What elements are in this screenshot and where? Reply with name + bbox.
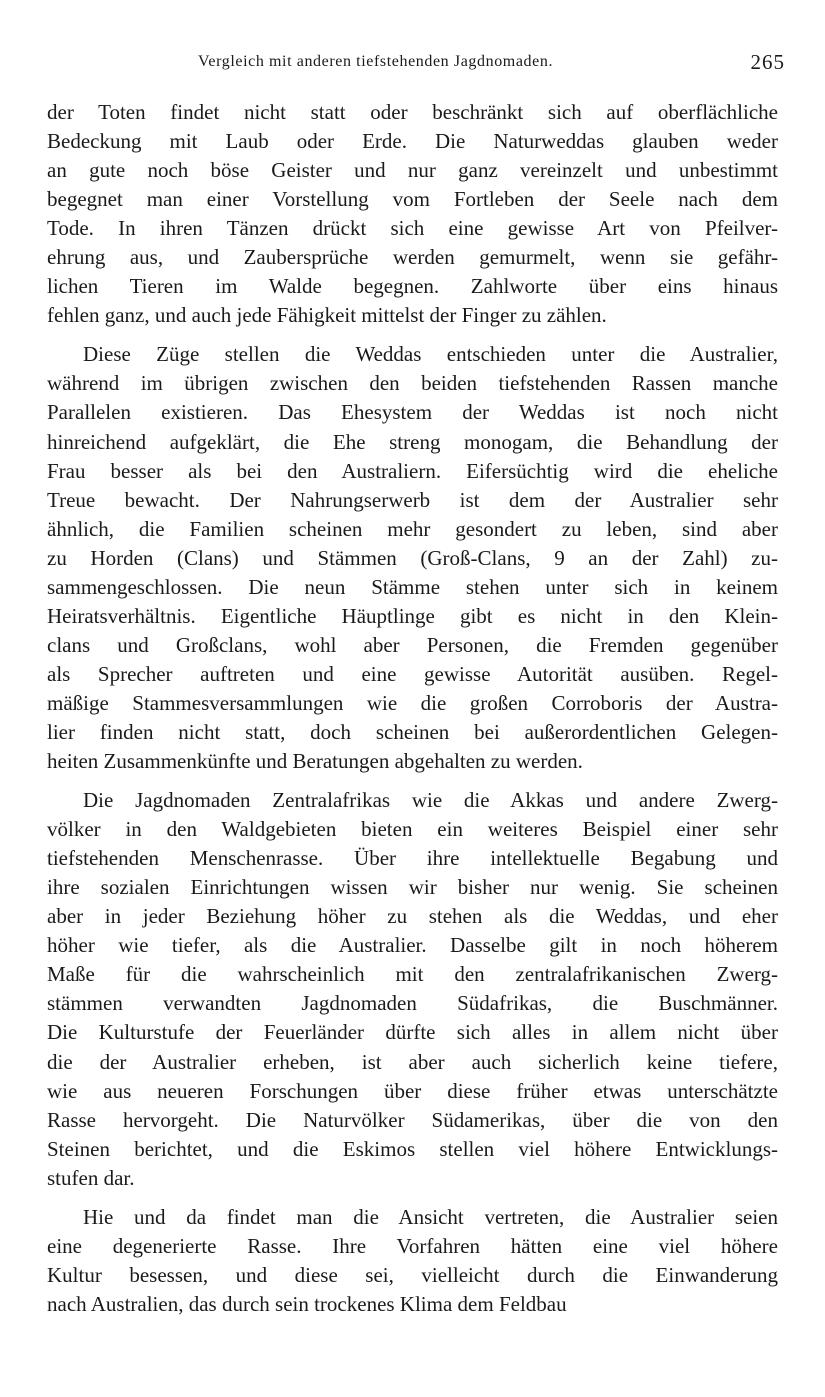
text-line: mäßige Stammesversammlungen wie die großen Corroboris der Austra-	[47, 690, 778, 715]
text-line: Diese Züge stellen die Weddas entschieden unter die Australier,	[83, 342, 778, 367]
text-line: der Toten findet nicht statt oder beschränkt sich auf oberflächliche	[47, 100, 778, 124]
text-line: Bedeckung mit Laub oder Erde. Die Naturweddas glauben weder	[47, 129, 778, 154]
text-line: wie aus neueren Forschungen über diese früher etwas unterschätzte	[47, 1078, 778, 1103]
text-line: Heiratsverhältnis. Eigentliche Häuptlinge gibt es nicht in den Klein-	[47, 603, 778, 628]
text-line: stämmen verwandten Jagdnomaden Südafrikas, die Buschmänner.	[47, 991, 778, 1016]
text-line: clans und Großclans, wohl aber Personen, die Fremden gegenüber	[47, 632, 778, 657]
text-line: hinreichend aufgeklärt, die Ehe streng monogam, die Behandlung der	[47, 429, 778, 454]
text-line: fehlen ganz, und auch jede Fähigkeit mittelst der Finger zu zählen.	[47, 303, 607, 328]
text-line: die der Australier erheben, ist aber auch sicherlich keine tiefere,	[47, 1049, 778, 1074]
paragraph	[47, 786, 778, 1193]
text-line: während im übrigen zwischen den beiden tiefstehenden Rassen manche	[47, 371, 778, 396]
body-text	[47, 98, 778, 1319]
text-line: begegnet man einer Vorstellung vom Fortleben der Seele nach dem	[47, 187, 778, 212]
text-line: sammengeschlossen. Die neun Stämme stehen unter sich in keinem	[47, 574, 778, 599]
text-line: ehrung aus, und Zaubersprüche werden gemurmelt, wenn sie gefähr-	[47, 245, 778, 270]
text-line: lichen Tieren im Walde begegnen. Zahlworte über eins hinaus	[47, 274, 778, 299]
text-line: Rasse hervorgeht. Die Naturvölker Südamerikas, über die von den	[47, 1107, 778, 1132]
paragraph	[47, 340, 778, 776]
paragraph-gap	[47, 776, 778, 786]
text-line: ähnlich, die Familien scheinen mehr gesondert zu leben, sind aber	[47, 516, 778, 541]
paragraph	[47, 1203, 778, 1319]
text-line: zu Horden (Clans) und Stämmen (Groß-Clans, 9 an der Zahl) zu-	[47, 545, 778, 570]
text-line: Frau besser als bei den Australiern. Eifersüchtig wird die eheliche	[47, 458, 778, 483]
page-number: 265	[750, 50, 785, 74]
text-line: höher wie tiefer, als die Australier. Dasselbe gilt in noch höherem	[47, 933, 778, 958]
text-line: stufen dar.	[47, 1165, 135, 1190]
page-header	[0, 50, 825, 80]
text-line: Parallelen existieren. Das Ehesystem der Weddas ist noch nicht	[47, 400, 778, 425]
text-line: nach Australien, das durch sein trockenes Klima dem Feldbau	[47, 1291, 567, 1316]
text-line: Treue bewacht. Der Nahrungserwerb ist dem der Australier sehr	[47, 487, 778, 512]
paragraph-gap	[47, 1193, 778, 1203]
text-line: lier finden nicht statt, doch scheinen bei außerordentlichen Gelegen-	[47, 719, 778, 744]
paragraph-gap	[47, 330, 778, 340]
text-line: an gute noch böse Geister und nur ganz vereinzelt und unbestimmt	[47, 158, 778, 183]
text-line: ihre sozialen Einrichtungen wissen wir bisher nur wenig. Sie scheinen	[47, 875, 778, 900]
text-line: Die Jagdnomaden Zentralafrikas wie die Akkas und andere Zwerg-	[83, 788, 778, 813]
text-line: als Sprecher auftreten und eine gewisse Autorität ausüben. Regel-	[47, 661, 778, 686]
text-line: Kultur besessen, und diese sei, vielleicht durch die Einwanderung	[47, 1262, 778, 1287]
paragraph	[47, 98, 778, 330]
text-line: eine degenerierte Rasse. Ihre Vorfahren hätten eine viel höhere	[47, 1233, 778, 1258]
text-line: Tode. In ihren Tänzen drückt sich eine gewisse Art von Pfeilver-	[47, 216, 778, 241]
text-line: Hie und da findet man die Ansicht vertreten, die Australier seien	[83, 1204, 778, 1229]
text-line: völker in den Waldgebieten bieten ein weiteres Beispiel einer sehr	[47, 817, 778, 842]
text-line: Die Kulturstufe der Feuerländer dürfte sich alles in allem nicht über	[47, 1020, 778, 1045]
text-line: tiefstehenden Menschenrasse. Über ihre intellektuelle Begabung und	[47, 846, 778, 871]
text-line: Maße für die wahrscheinlich mit den zentralafrikanischen Zwerg-	[47, 962, 778, 987]
running-title: Vergleich mit anderen tiefstehenden Jagdnomaden.	[198, 53, 554, 70]
text-line: Steinen berichtet, und die Eskimos stellen viel höhere Entwicklungs-	[47, 1136, 778, 1161]
text-line: aber in jeder Beziehung höher zu stehen als die Weddas, und eher	[47, 904, 778, 929]
text-line: heiten Zusammenkünfte und Beratungen abgehalten zu werden.	[47, 749, 583, 774]
